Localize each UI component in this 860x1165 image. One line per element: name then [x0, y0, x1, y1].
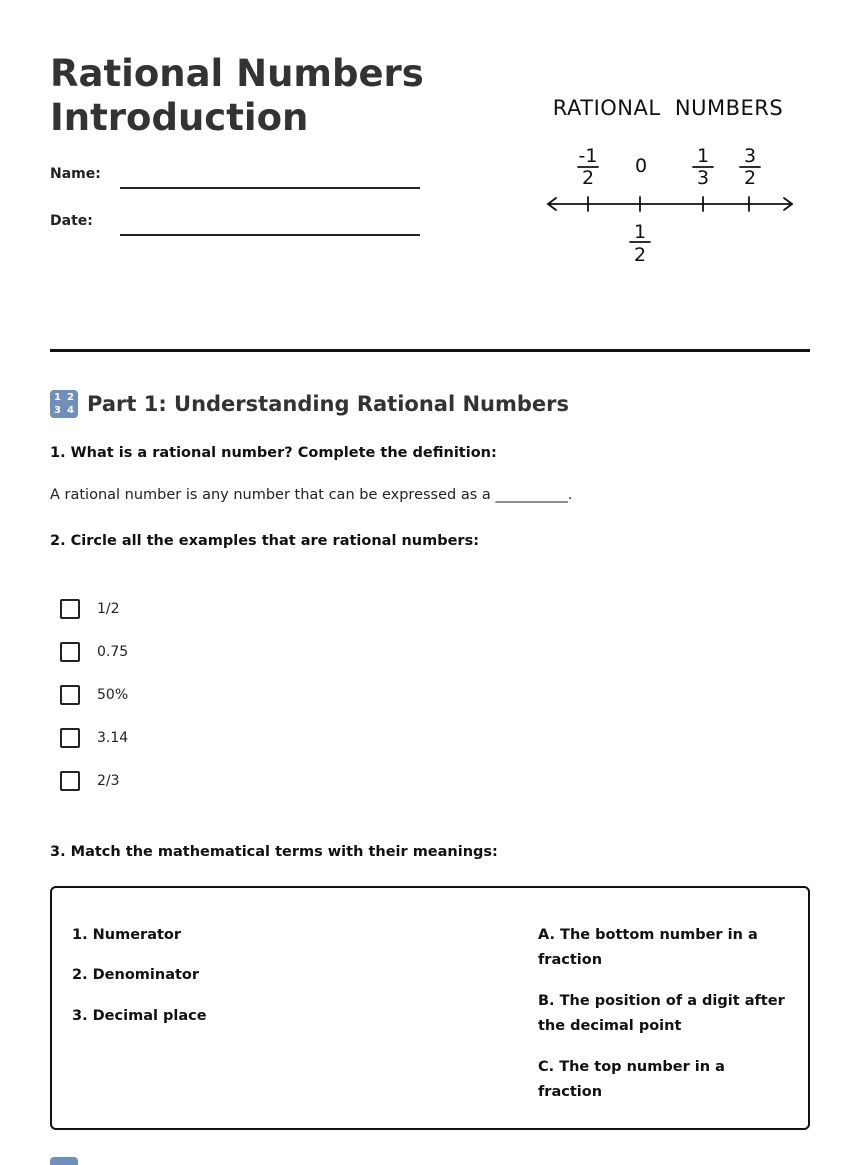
fraction-three-halves-num: 3 [743, 145, 757, 167]
question-1-definition[interactable]: A rational number is any number that can be expressed as a __________. [50, 487, 573, 503]
matching-box [50, 886, 810, 1130]
question-1-prompt: 1. What is a rational number? Complete the definition: [50, 445, 497, 461]
title-line-2: Introduction [50, 96, 309, 139]
option-5[interactable] [60, 769, 120, 793]
zero-label: 0 [634, 155, 648, 177]
worksheet-title [50, 52, 424, 140]
fraction-half-num: 1 [633, 221, 647, 243]
option-label: 1/2 [97, 601, 120, 617]
option-label: 50% [97, 687, 129, 703]
option-checkbox[interactable] [60, 599, 80, 619]
input-numbers-icon: 1 2 3 4 [50, 390, 78, 418]
meaning-b: B. The position of a digit after the decimal point [538, 993, 785, 1034]
date-field[interactable] [120, 234, 420, 236]
option-checkbox[interactable] [60, 642, 80, 662]
term-denominator: 2. Denominator [72, 967, 200, 983]
fraction-three-halves-den: 2 [743, 167, 757, 189]
part-1-title: Part 1: Understanding Rational Numbers [87, 392, 570, 416]
fraction-half-den: 2 [633, 244, 647, 266]
fraction-third-den: 3 [696, 167, 710, 189]
option-3[interactable] [60, 683, 128, 707]
name-field[interactable] [120, 187, 420, 189]
option-checkbox[interactable] [60, 771, 80, 791]
term-decimal-place: 3. Decimal place [72, 1008, 207, 1024]
meaning-c: C. The top number in a fraction [538, 1059, 725, 1100]
option-label: 2/3 [97, 773, 120, 789]
next-section-icon [50, 1157, 78, 1165]
part-1-heading [50, 390, 569, 418]
rational-number-line-illustration [536, 88, 806, 273]
fraction-third-num: 1 [696, 145, 710, 167]
option-checkbox[interactable] [60, 728, 80, 748]
section-divider [50, 349, 810, 352]
date-label: Date: [50, 213, 93, 229]
option-1[interactable] [60, 597, 120, 621]
fraction-neg-half-num: -1 [578, 145, 598, 167]
name-label: Name: [50, 166, 101, 182]
illustration-title: RATIONAL NUMBERS [552, 96, 784, 120]
term-numerator: 1. Numerator [72, 927, 182, 943]
option-checkbox[interactable] [60, 685, 80, 705]
option-label: 3.14 [97, 730, 129, 746]
option-label: 0.75 [97, 644, 129, 660]
question-3-prompt: 3. Match the mathematical terms with their meanings: [50, 844, 498, 860]
meaning-a: A. The bottom number in a fraction [538, 927, 758, 968]
option-4[interactable] [60, 726, 128, 750]
title-line-1: Rational Numbers [50, 52, 424, 95]
fraction-neg-half-den: 2 [581, 167, 595, 189]
option-2[interactable] [60, 640, 128, 664]
question-2-prompt: 2. Circle all the examples that are rational numbers: [50, 533, 480, 549]
